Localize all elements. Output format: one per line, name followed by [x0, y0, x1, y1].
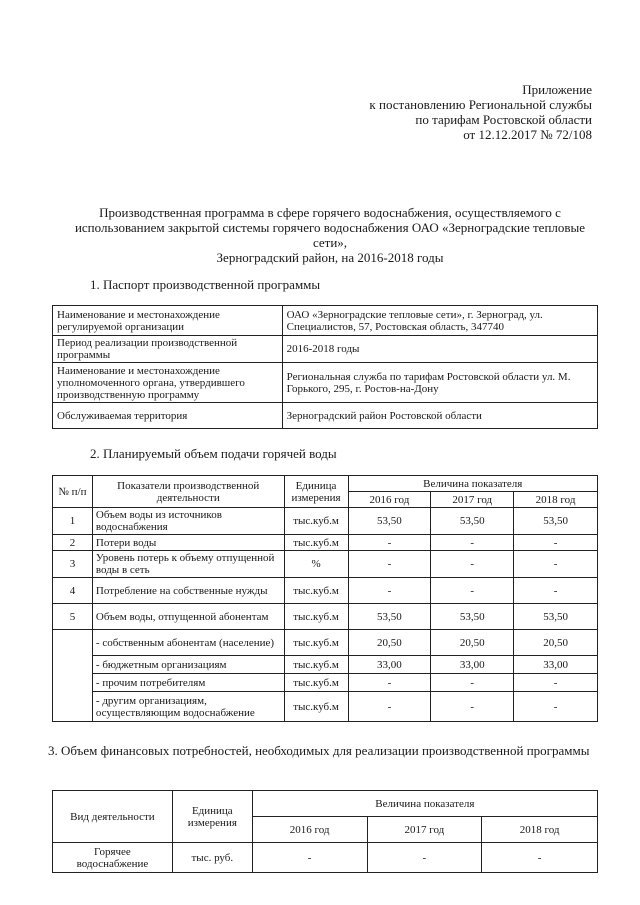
- passport-label: Обслуживаемая территория: [53, 403, 283, 429]
- row-num: 5: [53, 604, 93, 630]
- row-2016: -: [348, 535, 431, 551]
- row-unit: тыс.куб.м: [284, 656, 348, 674]
- row-2017: -: [431, 551, 514, 578]
- section3-heading: 3. Объем финансовых потребностей, необходимых для реализации производственной программы: [48, 743, 590, 758]
- row-2016: -: [252, 843, 367, 873]
- row-num: 4: [53, 578, 93, 604]
- row-name: Потери воды: [92, 535, 284, 551]
- passport-row: [53, 403, 598, 429]
- finance-header-row: [53, 791, 598, 817]
- row-unit: тыс.куб.м: [284, 604, 348, 630]
- table-row: [53, 674, 598, 692]
- row-2016: 53,50: [348, 604, 431, 630]
- row-name: Уровень потерь к объему отпущенной воды в сеть: [92, 551, 284, 578]
- row-2017: 53,50: [431, 508, 514, 535]
- row-num: 3: [53, 551, 93, 578]
- row-2018: 53,50: [514, 604, 598, 630]
- table-row: [53, 535, 598, 551]
- row-2018: -: [514, 674, 598, 692]
- table-row: [53, 630, 598, 656]
- row-2018: -: [514, 692, 598, 722]
- document-title: [60, 205, 600, 265]
- appendix-line-2: к постановлению Региональной службы: [369, 97, 592, 112]
- row-2016: -: [348, 692, 431, 722]
- row-name: - прочим потребителям: [92, 674, 284, 692]
- row-num: 1: [53, 508, 93, 535]
- row-unit: %: [284, 551, 348, 578]
- passport-label: Наименование и местонахождение регулируемой организации: [53, 306, 283, 336]
- table-row: [53, 604, 598, 630]
- table-row: [53, 692, 598, 722]
- volume-table: [52, 475, 598, 722]
- table-row: [53, 656, 598, 674]
- title-line-2: использованием закрытой системы горячего водоснабжения ОАО «Зерноградские тепловые: [74, 220, 586, 235]
- row-2017: -: [431, 692, 514, 722]
- row-name: Объем воды, отпущенной абонентам: [92, 604, 284, 630]
- passport-value: Зерноградский район Ростовской области: [282, 403, 597, 429]
- table-row: [53, 508, 598, 535]
- row-unit: тыс.куб.м: [284, 692, 348, 722]
- header-value-group: Величина показателя: [252, 791, 597, 817]
- table-row: [53, 843, 598, 873]
- row-2018: -: [514, 578, 598, 604]
- row-num: 2: [53, 535, 93, 551]
- table-row: [53, 578, 598, 604]
- section1-heading: 1. Паспорт производственной программы: [90, 277, 321, 292]
- header-2016: 2016 год: [348, 492, 431, 508]
- appendix-line-3: по тарифам Ростовской области: [415, 112, 592, 127]
- passport-table: [52, 305, 598, 429]
- row-2016: 20,50: [348, 630, 431, 656]
- header-2017: 2017 год: [431, 492, 514, 508]
- row-2018: -: [514, 551, 598, 578]
- header-value-group: Величина показателя: [348, 476, 597, 492]
- row-2018: -: [482, 843, 598, 873]
- row-2017: -: [367, 843, 482, 873]
- row-unit: тыс.куб.м: [284, 674, 348, 692]
- section2-heading: 2. Планируемый объем подачи горячей воды: [90, 446, 337, 461]
- row-unit: тыс.куб.м: [284, 508, 348, 535]
- header-2018: 2018 год: [482, 817, 598, 843]
- passport-value: ОАО «Зерноградские тепловые сети», г. Зерноград, ул. Специалистов, 57, Ростовская область, 347740: [282, 306, 597, 336]
- row-activity: Горячее водоснабжение: [53, 843, 173, 873]
- row-2017: 20,50: [431, 630, 514, 656]
- row-unit: тыс.куб.м: [284, 535, 348, 551]
- passport-label: Период реализации производственной программы: [53, 336, 283, 363]
- row-2016: 53,50: [348, 508, 431, 535]
- title-line-4: Зерноградский район, на 2016-2018 годы: [216, 250, 444, 265]
- row-2016: -: [348, 551, 431, 578]
- row-2018: 53,50: [514, 508, 598, 535]
- row-2018: 20,50: [514, 630, 598, 656]
- passport-value: Региональная служба по тарифам Ростовской области ул. М. Горького, 295, г. Ростов-на-Дону: [282, 363, 597, 403]
- row-2017: -: [431, 578, 514, 604]
- row-2017: 53,50: [431, 604, 514, 630]
- table-row: [53, 551, 598, 578]
- passport-row: [53, 336, 598, 363]
- header-2017: 2017 год: [367, 817, 482, 843]
- appendix-line-4: от 12.12.2017 № 72/108: [463, 127, 592, 142]
- passport-row: [53, 306, 598, 336]
- row-2018: 33,00: [514, 656, 598, 674]
- row-2016: -: [348, 578, 431, 604]
- title-line-1: Производственная программа в сфере горячего водоснабжения, осуществляемого с: [99, 205, 561, 220]
- passport-row: [53, 363, 598, 403]
- row-2017: -: [431, 535, 514, 551]
- row-name: Объем воды из источников водоснабжения: [92, 508, 284, 535]
- row-2018: -: [514, 535, 598, 551]
- passport-label: Наименование и местонахождение уполномоченного органа, утвердившего производственную программу: [53, 363, 283, 403]
- header-unit: Единица измерения: [172, 791, 252, 843]
- title-line-3: сети»,: [312, 235, 348, 250]
- appendix-line-1: Приложение: [522, 82, 592, 97]
- row-unit: тыс. руб.: [172, 843, 252, 873]
- header-unit: Единица измерения: [284, 476, 348, 508]
- header-activity: Вид деятельности: [53, 791, 173, 843]
- row-unit: тыс.куб.м: [284, 578, 348, 604]
- row-2017: -: [431, 674, 514, 692]
- row-2016: -: [348, 674, 431, 692]
- passport-value: 2016-2018 годы: [282, 336, 597, 363]
- header-2018: 2018 год: [514, 492, 598, 508]
- row-name: - собственным абонентам (население): [92, 630, 284, 656]
- row-name: - другим организациям, осуществляющим водоснабжение: [92, 692, 284, 722]
- header-indicator: Показатели производственной деятельности: [92, 476, 284, 508]
- header-2016: 2016 год: [252, 817, 367, 843]
- row-unit: тыс.куб.м: [284, 630, 348, 656]
- finance-table: [52, 790, 598, 873]
- row-name: - бюджетным организациям: [92, 656, 284, 674]
- row-num-empty: [53, 630, 93, 722]
- appendix-block: [369, 82, 592, 142]
- header-num: № п/п: [53, 476, 93, 508]
- row-2017: 33,00: [431, 656, 514, 674]
- row-name: Потребление на собственные нужды: [92, 578, 284, 604]
- row-2016: 33,00: [348, 656, 431, 674]
- volume-header-row: [53, 476, 598, 492]
